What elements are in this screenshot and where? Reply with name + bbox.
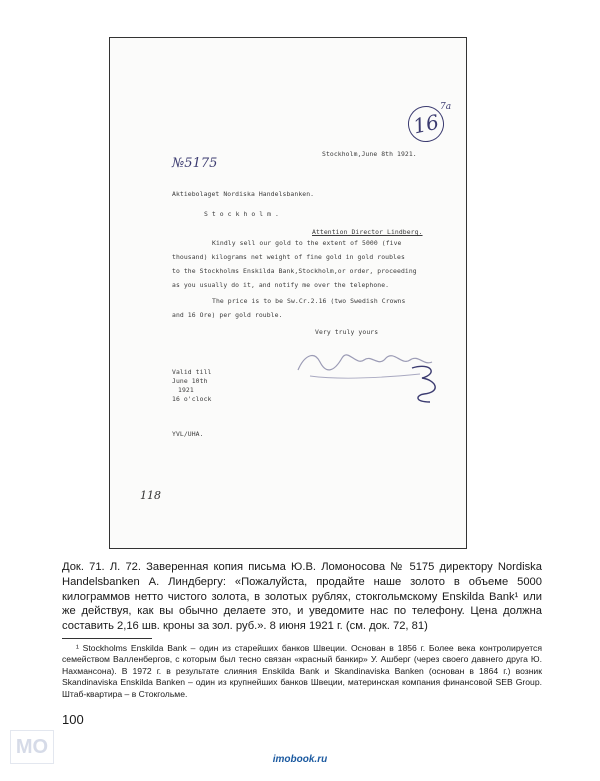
letter-attention: Attention Director Lindberg. <box>312 228 423 236</box>
letter-closing: Very truly yours <box>315 328 379 336</box>
archive-mark: 118 <box>140 489 161 502</box>
valid-line: Valid till <box>172 368 212 376</box>
footnote: ¹ Stockholms Enskilda Bank – один из старейших банков Швеции. Основан в 1856 г. Более века контролируется семейством Валленбергов, с которым был тесно связан «красный банкир» У. Ашберг (через своего давнего друга Ю. Нахмансона). В 1972 г. в результате слияния Enskilda Bank и Skandinaviska Banken (основан в 1864 г.) возник Skandinaviska Enskilda Banken – один из крупнейших банков Швеции, материнская компания финансовой SEB Group. Штаб-квартира – в Стокгольме. <box>62 643 542 699</box>
valid-line: 1921 <box>178 386 194 394</box>
body-line: as you usually do it, and notify me over the telephone. <box>172 281 390 289</box>
letter-addressee: Aktiebolaget Nordiska Handelsbanken. <box>172 190 315 198</box>
letter-city: S t o c k h o l m . <box>204 210 280 218</box>
page-number: 100 <box>62 712 84 727</box>
document-scan <box>109 37 467 549</box>
site-link[interactable]: imobook.ru <box>272 754 328 765</box>
body-line: to the Stockholms Enskilda Bank,Stockholm,or order, proceeding <box>172 267 417 275</box>
body-line: Kindly sell our gold to the extent of 5000 (five <box>212 239 402 247</box>
handwritten-reference: №5175 <box>172 156 218 171</box>
figure-caption: Док. 71. Л. 72. Заверенная копия письма Ю.В. Ломоносова № 5175 директору Nordiska Handelsbanken А. Линдбергу: «Пожалуйста, продайте наше золото в объеме 5000 килограммов нетто чистого золота, в золотых рублях, стокгольмскому Enskilda Bank¹ или же действуя, как вы обычно делаете это, и уведомите нас по телефону. Цена должна составить 2,16 шв. кроны за зол. руб.». 8 июня 1921 г. (см. док. 72, 81) <box>62 561 542 633</box>
body-line: The price is to be Sw.Cr.2.16 (two Swedish Crowns <box>212 297 406 305</box>
circled-page-number: 16 <box>405 103 448 146</box>
publisher-logo: MO <box>10 730 54 764</box>
body-line: thousand) kilograms net weight of fine gold in gold roubles <box>172 253 405 261</box>
valid-line: June 10th <box>172 377 208 385</box>
footnote-divider <box>62 638 152 639</box>
handwritten-scribble <box>402 358 452 408</box>
letter-initials: YVL/UHA. <box>172 430 204 438</box>
body-line: and 16 Ore) per gold rouble. <box>172 311 283 319</box>
letter-date: Stockholm,June 8th 1921. <box>322 150 417 158</box>
corner-mark: 7а <box>440 102 452 112</box>
valid-line: 16 o'clock <box>172 395 212 403</box>
